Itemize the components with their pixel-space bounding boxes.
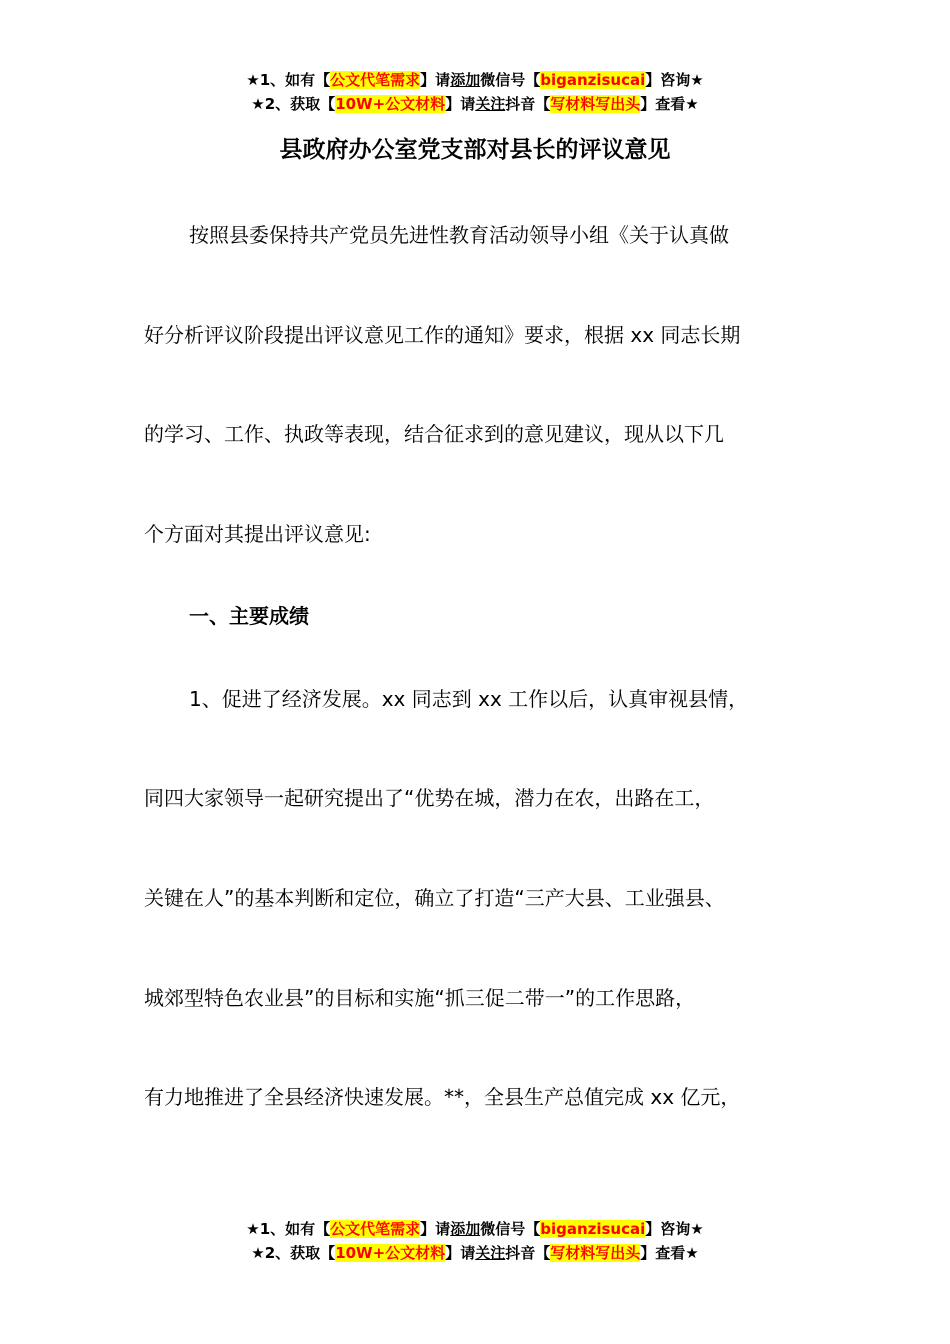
- banner-line-1: [0, 1217, 950, 1241]
- banner-text: 】请: [445, 95, 476, 113]
- paragraph-line: 的学习、工作、执政等表现，结合征求到的意见建议，现从以下几: [144, 422, 724, 446]
- paragraph-line: 同四大家领导一起研究提出了“优势在城，潜力在农，出路在工，: [144, 786, 715, 810]
- banner-line-2: [0, 92, 950, 116]
- banner-wechat-id: biganzisucai: [540, 71, 646, 89]
- footer-banner: [0, 1217, 950, 1265]
- banner-text: ★1、如有【: [246, 71, 331, 89]
- banner-highlight: 10W+公文材料: [335, 95, 446, 113]
- banner-text: 抖音【: [505, 95, 551, 113]
- banner-text: ★1、如有【: [246, 1220, 331, 1238]
- banner-douyin-id: 写材料写出头: [550, 95, 641, 113]
- document-title: 县政府办公室党支部对县长的评议意见: [279, 137, 671, 163]
- banner-text: 抖音【: [505, 1244, 551, 1262]
- header-banner: [0, 68, 950, 116]
- banner-text: ★2、获取【: [251, 95, 336, 113]
- banner-text: ★2、获取【: [251, 1244, 336, 1262]
- paragraph-line: 1、促进了经济发展。xx 同志到 xx 工作以后，认真审视县情，: [189, 687, 749, 711]
- banner-highlight: 10W+公文材料: [335, 1244, 446, 1262]
- banner-underlined-text: 关注: [475, 1244, 506, 1262]
- banner-highlight: 公文代笔需求: [330, 1220, 421, 1238]
- paragraph-line: 有力地推进了全县经济快速发展。**，全县生产总值完成 xx 亿元，: [144, 1085, 741, 1109]
- paragraph-line: 关键在人”的基本判断和定位，确立了打造“三产大县、工业强县、: [144, 886, 725, 910]
- banner-text: 】请: [420, 71, 451, 89]
- banner-text: 】查看★: [640, 1244, 699, 1262]
- banner-text: 】请: [420, 1220, 451, 1238]
- banner-line-1: [0, 68, 950, 92]
- banner-text: 】咨询★: [645, 1220, 704, 1238]
- banner-text: 微信号【: [480, 71, 541, 89]
- banner-text: 】咨询★: [645, 71, 704, 89]
- section-heading: 一、主要成绩: [189, 604, 309, 628]
- banner-douyin-id: 写材料写出头: [550, 1244, 641, 1262]
- paragraph-line: 城郊型特色农业县”的目标和实施“抓三促二带一”的工作思路，: [144, 986, 696, 1010]
- banner-wechat-id: biganzisucai: [540, 1220, 646, 1238]
- banner-line-2: [0, 1241, 950, 1265]
- banner-text: 】请: [445, 1244, 476, 1262]
- paragraph-line: 好分析评议阶段提出评议意见工作的通知》要求，根据 xx 同志长期: [144, 323, 741, 347]
- paragraph-line: 按照县委保持共产党员先进性教育活动领导小组《关于认真做: [189, 223, 729, 247]
- banner-underlined-text: 添加: [450, 1220, 481, 1238]
- paragraph-line: 个方面对其提出评议意见:: [144, 522, 371, 546]
- banner-underlined-text: 关注: [475, 95, 506, 113]
- banner-underlined-text: 添加: [450, 71, 481, 89]
- banner-text: 微信号【: [480, 1220, 541, 1238]
- banner-text: 】查看★: [640, 95, 699, 113]
- banner-highlight: 公文代笔需求: [330, 71, 421, 89]
